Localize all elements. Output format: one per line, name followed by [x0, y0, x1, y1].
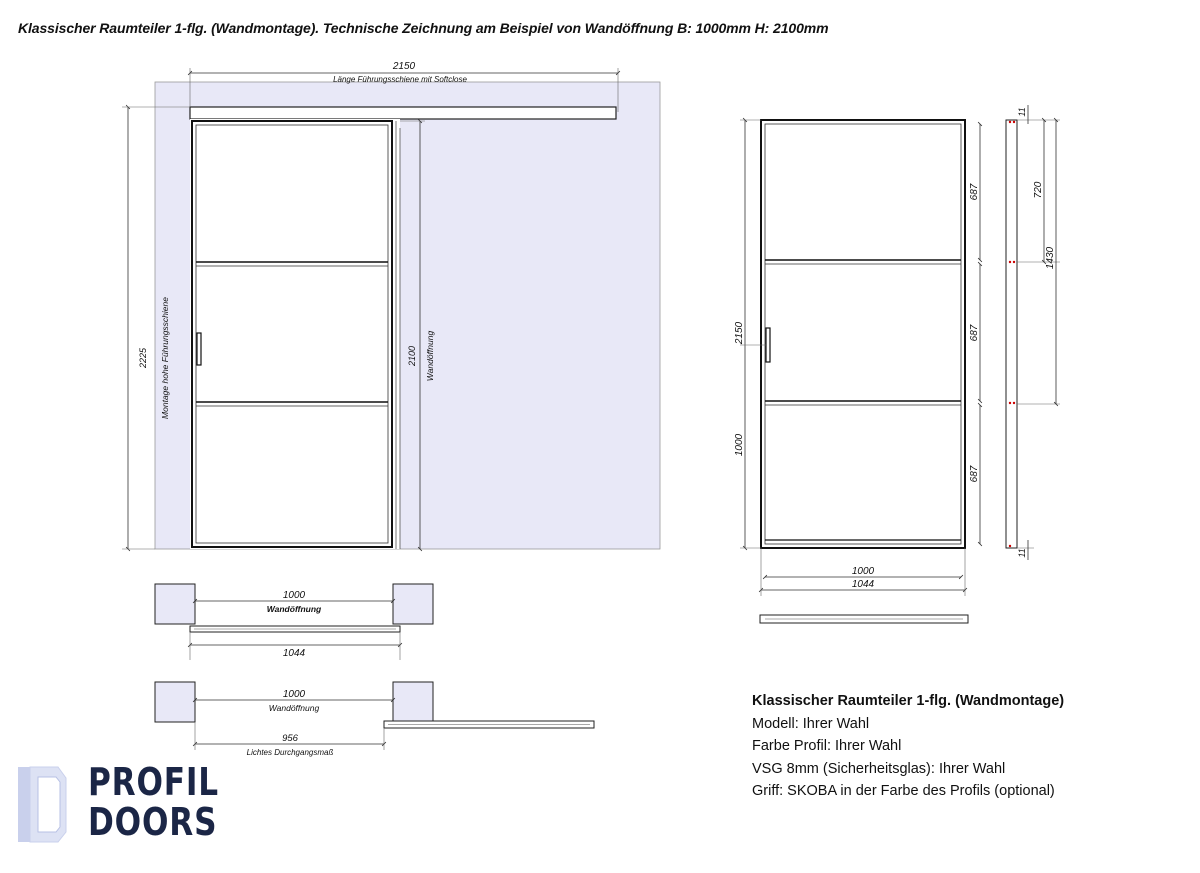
plan-bottom-clear-value: 956 [282, 733, 298, 744]
logo-line-1: PROFIL [88, 760, 219, 804]
side-1430-value: 1430 [1045, 246, 1056, 270]
mount-height-label: Montage hohe Führungsschiene [160, 297, 170, 419]
detail-panel-3-value: 687 [969, 465, 980, 483]
plan-top-opening-value: 1000 [282, 590, 306, 601]
detail-door-frame [761, 120, 965, 548]
page-title: Klassischer Raumteiler 1-flg. (Wandmontage). Technische Zeichnung am Beispiel von Wandöffnung B: 1000mm H: 2100mm [18, 20, 829, 36]
front-view [122, 61, 660, 549]
opening-height-value: 2100 [407, 345, 417, 367]
info-glass: VSG 8mm (Sicherheitsglas): Ihrer Wahl [752, 760, 1006, 777]
door-detail [734, 105, 1060, 623]
rail-length-label: Länge Führungsschiene mit Softclose [333, 75, 467, 84]
logo-text [88, 762, 219, 842]
plan-top [155, 584, 433, 660]
door-handle [197, 333, 201, 365]
plan-top-opening-label: Wandöffnung [266, 604, 322, 614]
wall-right [393, 584, 433, 624]
logo-line-2: DOORS [88, 800, 218, 844]
plan-top-total-value: 1044 [282, 648, 306, 659]
detail-panel-1-value: 687 [969, 183, 980, 201]
side-720-value: 720 [1033, 181, 1044, 199]
plan-bottom-clear-label: Lichtes Durchgangsmaß [246, 748, 334, 757]
wall-left [155, 584, 195, 624]
opening-height-label: Wandöffnung [425, 330, 435, 382]
wall-right [393, 682, 433, 722]
detail-door-handle [766, 328, 770, 362]
logo [18, 762, 218, 844]
info-handle: Griff: SKOBA in der Farbe des Profils (optional) [752, 783, 1055, 799]
side-bottom-value: 11 [1017, 548, 1027, 558]
detail-height-value: 2150 [734, 321, 745, 345]
info-color: Farbe Profil: Ihrer Wahl [752, 738, 902, 754]
info-block [752, 690, 1064, 803]
plan-bottom [155, 682, 594, 757]
detail-width-inner-value: 1000 [851, 566, 875, 577]
plan-bottom-opening-label: Wandöffnung [268, 703, 320, 713]
detail-panel-2-value: 687 [969, 324, 980, 342]
info-heading: Klassischer Raumteiler 1-flg. (Wandmontage) [752, 693, 1065, 709]
rail-length-value: 2150 [392, 61, 416, 72]
plan-bottom-opening-value: 1000 [282, 689, 306, 700]
info-model: Modell: Ihrer Wahl [752, 715, 870, 732]
side-top-value: 11 [1017, 107, 1027, 117]
door-frame [192, 121, 392, 547]
guide-rail [190, 107, 616, 119]
detail-handle-height-value: 1000 [734, 433, 745, 457]
mount-height-value: 2225 [138, 347, 148, 369]
detail-width-total-value: 1044 [851, 579, 875, 590]
side-profile [1006, 120, 1017, 548]
wall-left [155, 682, 195, 722]
